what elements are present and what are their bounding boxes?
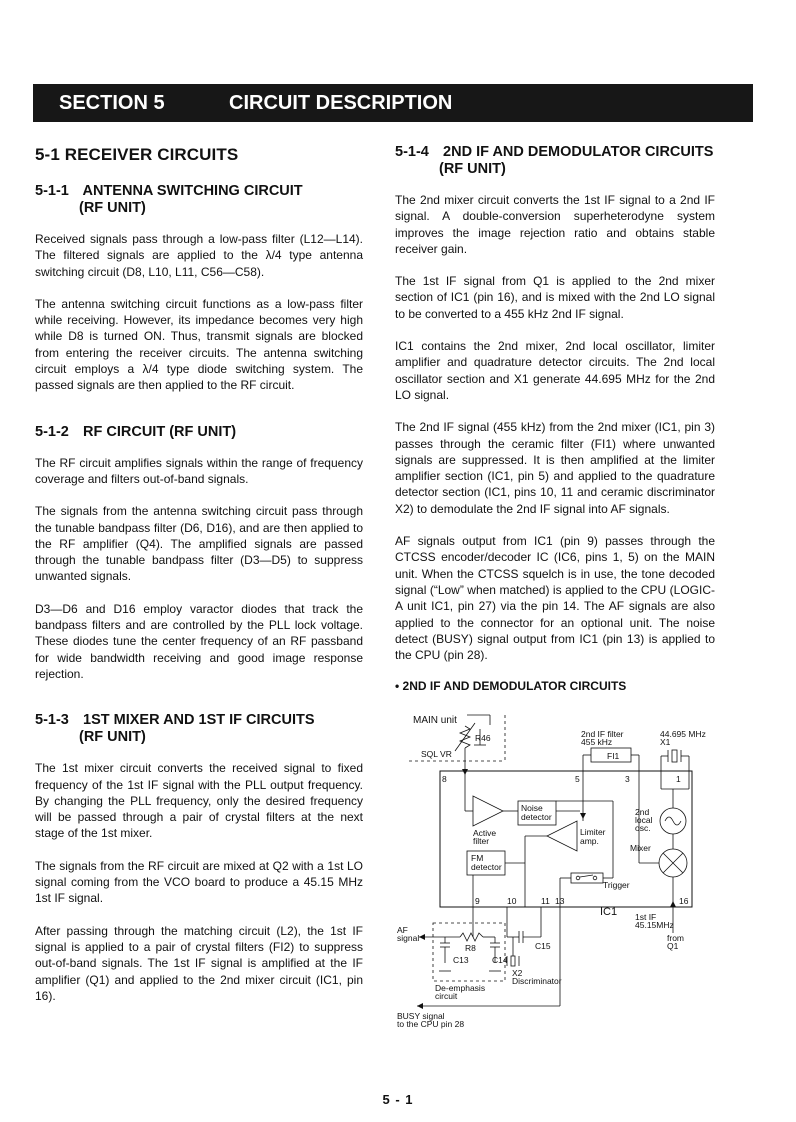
sine-wave	[665, 817, 681, 825]
right-column	[395, 140, 715, 1046]
label-busy-cpu: to the CPU pin 28	[397, 1019, 465, 1030]
heading-5-1-1	[35, 183, 363, 217]
paragraph: AF signals output from IC1 (pin 9) passes through the CTCSS encoder/decoder IC (IC6, pins 1, 5) on the MAIN unit. When the CTCSS squelch is in use, the tone decoded signal (“Low” when matched) is applied to the CPU (LOGIC-A unit IC1, pin 27) via the pin 14. The AF signals are also applied to the connector for an optional unit. The noise detect (BUSY) signal output from IC1 (pin 13) is applied to the CPU (pin 28).	[395, 534, 715, 663]
pin-label: 16	[679, 896, 689, 907]
paragraph: The RF circuit amplifies signals within the range of frequency coverage and filters out-of-band signals.	[35, 455, 363, 486]
label-c15: C15	[535, 941, 551, 952]
arrow-up	[670, 901, 676, 907]
label-local-3: osc.	[635, 823, 651, 834]
pin-label: 8	[442, 774, 447, 785]
left-column	[35, 140, 363, 1020]
heading-number: 5-1-3	[35, 712, 69, 729]
pot-arrow	[455, 723, 475, 751]
pin-label: 9	[475, 896, 480, 907]
paragraph: After passing through the matching circuit (L2), the 1st IF signal is applied to a pair of crystal filters (FI2) to suppress out-of-band signals. The 1st IF signal is amplified at the IF amplifier (Q1) and applied to the 2nd mixer circuit (IC1, pin 16).	[35, 923, 363, 1003]
paragraph: Received signals pass through a low-pass filter (L12—L14). The filtered signals are applied to the λ/4 type antenna switching circuit (D8, L10, L11, C56—C58).	[35, 232, 363, 279]
pin-label: 5	[575, 774, 580, 785]
pin-label: 1	[676, 774, 681, 785]
label-busy: BUSY signal	[397, 1011, 445, 1022]
label-local-2: local	[635, 815, 653, 826]
block-diagram	[395, 701, 715, 1046]
label-active: Active	[473, 828, 497, 839]
label-deemphasis: De-emphasis	[435, 983, 486, 994]
arrow-down	[580, 813, 586, 819]
paragraph: The 2nd IF signal (455 kHz) from the 2nd mixer (IC1, pin 3) passes through the ceramic filter (FI1) where unwanted signals are suppressed. It is then amplified at the limiter amplifier section (IC1, pin 5) and applied to the quadrature detector section (IC1, pins 10, 11 and ceramic discriminator X2) to demodulate the 2nd IF signal into AF signals.	[395, 420, 715, 516]
label-detector: detector	[521, 812, 552, 823]
heading-title: ANTENNA SWITCHING CIRCUIT	[82, 183, 303, 199]
section-banner	[33, 84, 753, 122]
label-x1: X1	[660, 737, 671, 748]
active-filter-amp	[473, 796, 503, 826]
label-from: from	[667, 933, 684, 944]
pin-label: 13	[555, 896, 565, 907]
resistor-r8	[460, 933, 483, 941]
label-local-1: 2nd	[635, 807, 650, 818]
label-r8: R8	[465, 943, 476, 954]
label-af: AF	[397, 925, 408, 936]
label-deemphasis-circuit: circuit	[435, 991, 458, 1002]
heading-title: 2ND IF AND DEMODULATOR CIRCUITS	[443, 144, 714, 160]
page-number: 5 - 1	[382, 1092, 414, 1107]
heading-title: RF CIRCUIT (RF UNIT)	[83, 423, 237, 440]
heading-number: 5-1-1	[35, 183, 69, 199]
label-c13: C13	[453, 955, 469, 966]
paragraph: The 1st IF signal from Q1 is applied to the 2nd mixer section of IC1 (pin 16), and is mixed with the 2nd LO signal to be converted to a 455 kHz 2nd IF signal.	[395, 274, 715, 321]
receiver-heading: 5-1 RECEIVER CIRCUITS	[35, 145, 239, 164]
heading-5-1-4	[395, 144, 715, 178]
label-x2: X2	[512, 968, 523, 979]
label-filter: filter	[473, 836, 490, 847]
label-main-unit: MAIN unit	[413, 715, 457, 727]
label-1st-if-freq: 45.15MHz	[635, 920, 674, 931]
label-fi1: FI1	[607, 751, 620, 762]
heading-title: 1ST MIXER AND 1ST IF CIRCUITS	[83, 712, 315, 729]
label-af-signal: signal	[397, 933, 420, 944]
arrow-down	[462, 769, 468, 775]
label-c14: C14	[492, 955, 508, 966]
label-limiter: Limiter	[580, 827, 606, 838]
switch-contact	[576, 877, 580, 881]
paragraph: The 2nd mixer circuit converts the 1st IF signal to a 2nd IF signal. A double-conversion superheterodyne system improves the image rejection ratio and obtains stable receiver gain.	[395, 193, 715, 256]
pin-label: 3	[625, 774, 630, 785]
paragraph: The signals from the RF circuit are mixed at Q2 with a 1st LO signal coming from the VCO board to produce a 45.15 MHz 1st IF signal.	[35, 858, 363, 906]
label-q1: Q1	[667, 941, 679, 952]
heading-subtitle: (RF UNIT)	[79, 200, 146, 216]
label-amp: amp.	[580, 836, 599, 847]
heading-5-1-2	[35, 424, 363, 441]
label-1st-if: 1st IF	[635, 912, 657, 923]
arrow-left	[417, 1003, 423, 1009]
section-number: SECTION 5	[59, 92, 165, 114]
diagram-heading: • 2ND IF AND DEMODULATOR CIRCUITS	[395, 679, 627, 694]
label-r46: R46	[475, 733, 491, 744]
label-if-filter: 2nd IF filter	[581, 729, 624, 740]
paragraph: The antenna switching circuit functions as a low-pass filter while receiving. However, its impedance becomes very high while D8 is turned ON. Thus, transmit signals are blocked from entering the receiver circuits. The antenna switching circuit employs a λ/4 type diode switching system. The passed signals are then applied to the RF circuit.	[35, 296, 363, 393]
limiter-amp	[547, 821, 577, 851]
heading-number: 5-1-2	[35, 423, 69, 440]
label-if-filter-freq: 455 kHz	[581, 737, 613, 748]
label-discriminator: Discriminator	[512, 976, 562, 987]
crystal-x1	[672, 750, 677, 762]
switch-contact	[593, 877, 597, 881]
trigger-block	[571, 873, 603, 883]
label-ic1: IC1	[600, 906, 618, 919]
arrow-left	[419, 934, 425, 940]
heading-5-1-3	[35, 712, 363, 746]
paragraph: D3—D6 and D16 employ varactor diodes that track the bandpass filters and are controlled by the PLL lock voltage. These diodes tune the center frequency of an RF passband for wide bandwidth receiving and good image response rejection.	[35, 601, 363, 681]
label-trigger: Trigger	[603, 880, 630, 891]
label-mixer: Mixer	[630, 843, 651, 854]
heading-number: 5-1-4	[395, 144, 429, 160]
label-sql-vr: SQL VR	[421, 749, 452, 760]
pin-label: 11	[541, 896, 550, 907]
label-fm: FM	[471, 853, 484, 864]
paragraph: IC1 contains the 2nd mixer, 2nd local oscillator, limiter amplifier and quadrature detector circuits. The 2nd local oscillator section and X1 generate 44.695 MHz for the 2nd LO signal.	[395, 339, 715, 402]
switch-arm	[580, 875, 593, 877]
circuit-diagram	[395, 701, 715, 1041]
paragraph: The 1st mixer circuit converts the received signal to fixed frequency of the 1st IF signal with the PLL output frequency. By changing the PLL frequency, only the desired frequency will be passed through a pair of crystal filters at the next stage of the 1st mixer.	[35, 761, 363, 841]
label-noise: Noise	[521, 803, 543, 814]
heading-subtitle: (RF UNIT)	[439, 161, 506, 177]
paragraph: The signals from the antenna switching circuit pass through the tunable bandpass filter (D6, D16), and are then applied to the RF amplifier (Q4). The amplified signals are passed through the tunable bandpass filter (D3—D5) to suppress unwanted signals.	[35, 504, 363, 584]
label-xtal-freq: 44.695 MHz	[660, 729, 706, 740]
section-title: CIRCUIT DESCRIPTION	[229, 92, 453, 114]
label-fm-detector: detector	[471, 862, 502, 873]
heading-subtitle: (RF UNIT)	[79, 729, 146, 746]
pin-label: 10	[507, 896, 517, 907]
crystal-x2	[511, 956, 515, 966]
